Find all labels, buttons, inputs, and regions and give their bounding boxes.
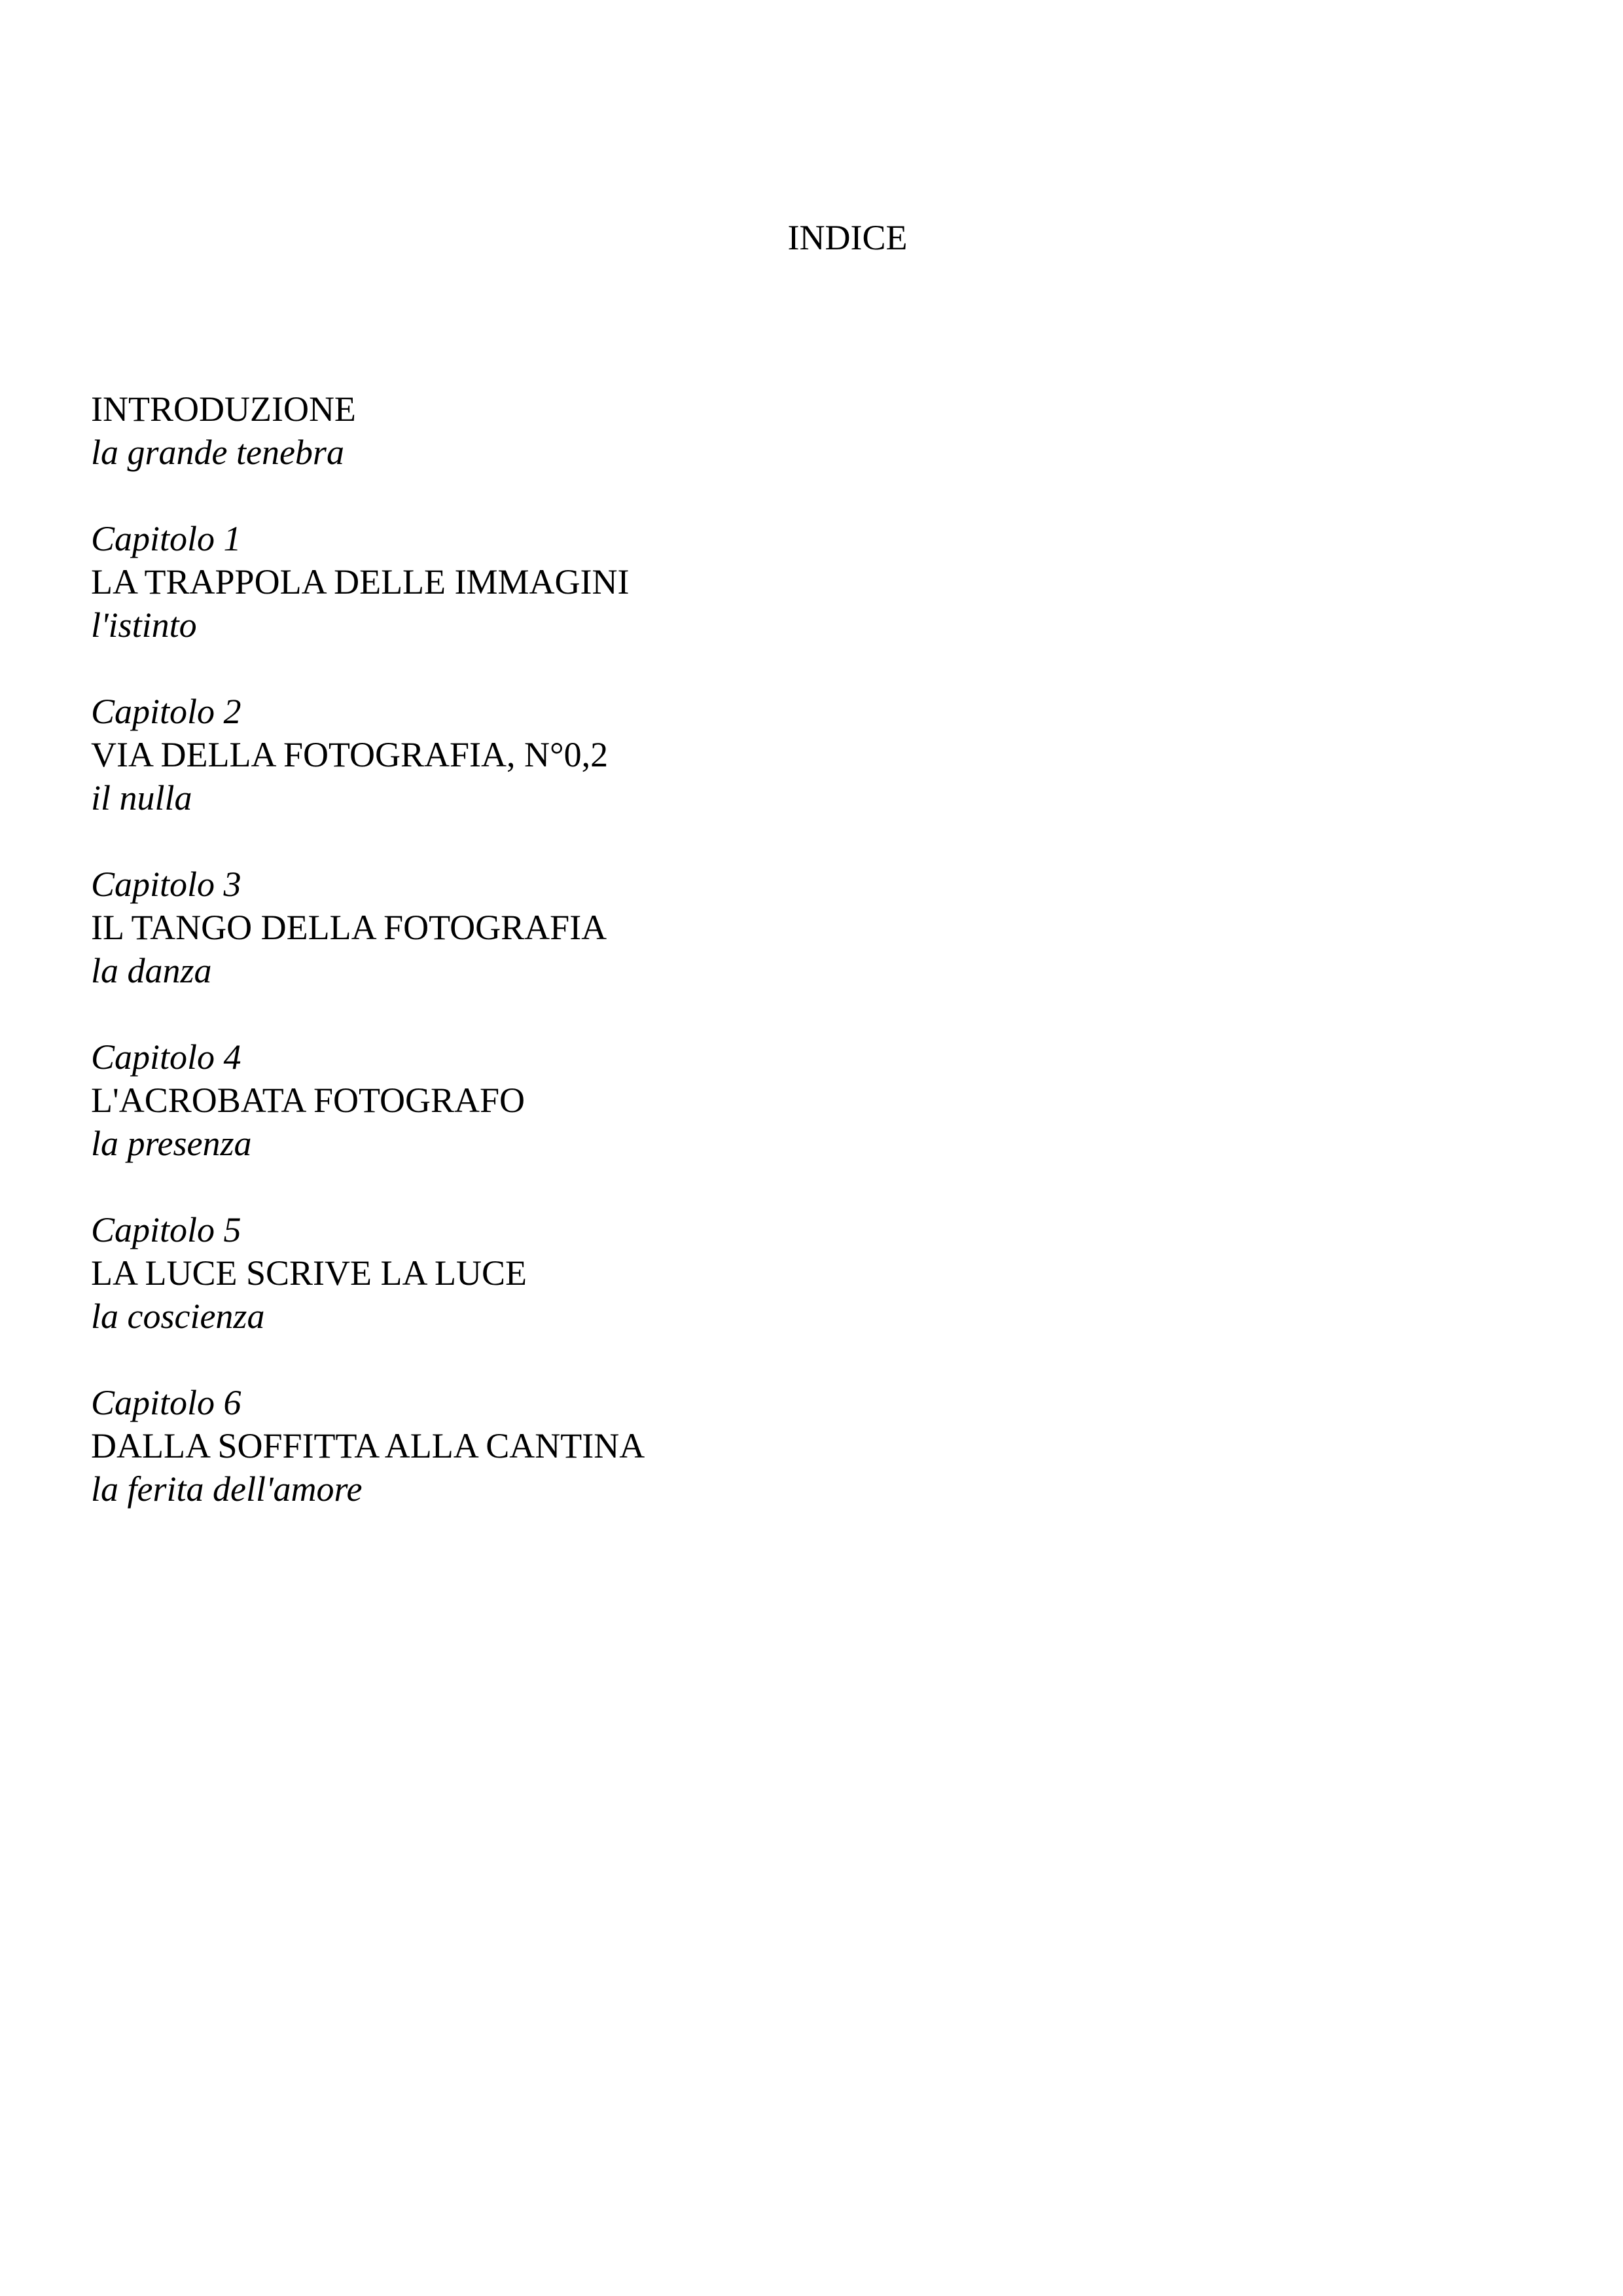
entry-heading: DALLA SOFFITTA ALLA CANTINA <box>91 1426 645 1465</box>
toc-entry-chapter-3 <box>91 863 1531 992</box>
chapter-label: Capitolo 6 <box>91 1383 241 1422</box>
toc-entry-chapter-1 <box>91 517 1531 647</box>
entry-subtitle: la coscienza <box>91 1297 265 1336</box>
entry-heading: IL TANGO DELLA FOTOGRAFIA <box>91 908 607 947</box>
toc-entry-chapter-5 <box>91 1208 1531 1338</box>
entry-subtitle: la grande tenebra <box>91 433 344 472</box>
entry-subtitle: la presenza <box>91 1124 252 1163</box>
chapter-label: Capitolo 3 <box>91 865 241 904</box>
toc-entry-introduction <box>91 387 1531 474</box>
table-of-contents <box>91 387 1531 1554</box>
entry-heading: INTRODUZIONE <box>91 389 356 429</box>
entry-heading: VIA DELLA FOTOGRAFIA, N°0,2 <box>91 735 609 774</box>
entry-subtitle: il nulla <box>91 778 192 817</box>
chapter-label: Capitolo 5 <box>91 1210 241 1249</box>
entry-heading: LA TRAPPOLA DELLE IMMAGINI <box>91 562 630 601</box>
chapter-label: Capitolo 2 <box>91 692 241 731</box>
entry-subtitle: la danza <box>91 951 212 990</box>
toc-entry-chapter-4 <box>91 1035 1531 1165</box>
toc-entry-chapter-6 <box>91 1381 1531 1511</box>
toc-entry-chapter-2 <box>91 690 1531 819</box>
entry-subtitle: la ferita dell'amore <box>91 1469 363 1509</box>
entry-subtitle: l'istinto <box>91 605 197 645</box>
entry-heading: LA LUCE SCRIVE LA LUCE <box>91 1253 527 1293</box>
page-title: INDICE <box>787 218 908 257</box>
entry-heading: L'ACROBATA FOTOGRAFO <box>91 1081 526 1120</box>
chapter-label: Capitolo 1 <box>91 519 241 558</box>
chapter-label: Capitolo 4 <box>91 1037 241 1077</box>
